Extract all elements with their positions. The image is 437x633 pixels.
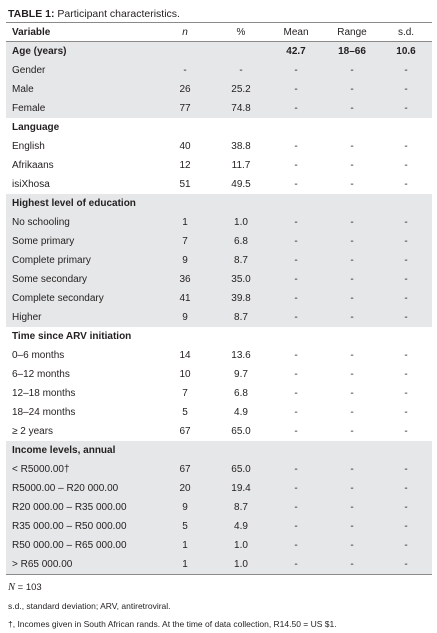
cell-n: 67 (179, 426, 191, 437)
cell-percent: 4.9 (214, 517, 268, 536)
cell-variable: Complete primary (6, 251, 156, 270)
col-header-n: n (156, 23, 214, 42)
cell-mean: - (294, 369, 298, 380)
cell-sd: - (380, 270, 432, 289)
cell-mean: - (268, 61, 324, 80)
cell-range: - (324, 289, 380, 308)
cell-range: - (350, 369, 354, 380)
cell-range: 18–66 (324, 42, 380, 62)
cell-mean: - (294, 388, 298, 399)
cell-variable: Some secondary (6, 270, 156, 289)
table-row (6, 460, 432, 479)
cell-percent (214, 42, 268, 62)
sample-size (8, 579, 337, 597)
cell-percent: 25.2 (214, 80, 268, 99)
cell-range: - (350, 160, 354, 171)
table-row (6, 517, 432, 536)
cell-range: - (324, 270, 380, 289)
abbreviations-note: s.d., standard deviation; ARV, antiretroviral. (8, 601, 171, 611)
table-row (6, 156, 432, 175)
cell-sd: - (404, 179, 408, 190)
table-notes (8, 579, 337, 633)
cell-mean: - (268, 289, 324, 308)
col-header-mean: Mean (268, 23, 324, 42)
cell-mean: - (268, 80, 324, 99)
sample-size-label: N (8, 582, 16, 593)
cell-sd: - (404, 350, 408, 361)
cell-range (324, 118, 380, 137)
cell-mean: 42.7 (268, 42, 324, 62)
cell-mean: - (268, 251, 324, 270)
cell-variable: R35 000.00 – R50 000.00 (6, 517, 156, 536)
table-row (6, 137, 432, 156)
cell-n: 67 (156, 460, 214, 479)
cell-n (156, 42, 214, 62)
cell-range (324, 441, 380, 460)
cell-sd: - (404, 388, 408, 399)
table-row (6, 80, 432, 99)
cell-variable: isiXhosa (12, 179, 50, 190)
cell-sd: - (380, 80, 432, 99)
cell-n: 7 (156, 232, 214, 251)
cell-variable: R20 000.00 – R35 000.00 (6, 498, 156, 517)
cell-n (156, 441, 214, 460)
cell-n: 77 (156, 99, 214, 118)
cell-mean (268, 194, 324, 213)
cell-sd: - (404, 369, 408, 380)
cell-sd: - (380, 536, 432, 555)
table-row (6, 536, 432, 555)
cell-n: 51 (179, 179, 191, 190)
cell-variable: No schooling (6, 213, 156, 232)
cell-percent: 38.8 (231, 141, 251, 152)
cell-percent: 11.7 (231, 160, 251, 171)
cell-range: - (324, 460, 380, 479)
table-row (6, 422, 432, 441)
cell-variable: 0–6 months (12, 350, 65, 361)
cell-range: - (324, 479, 380, 498)
cell-n (156, 327, 214, 346)
cell-n: 14 (179, 350, 191, 361)
cell-percent (214, 118, 268, 137)
cell-variable: R50 000.00 – R65 000.00 (6, 536, 156, 555)
cell-range: - (324, 213, 380, 232)
cell-mean (268, 441, 324, 460)
table-row (6, 61, 432, 80)
table-row (6, 175, 432, 194)
cell-n: 12 (179, 160, 191, 171)
col-header-range: Range (324, 23, 380, 42)
cell-percent: 1.0 (214, 555, 268, 575)
cell-variable: Higher (6, 308, 156, 327)
cell-mean: - (268, 270, 324, 289)
cell-percent: 6.8 (214, 232, 268, 251)
cell-range: - (350, 426, 354, 437)
table-caption (8, 8, 180, 20)
cell-range: - (324, 498, 380, 517)
cell-range: - (324, 517, 380, 536)
cell-percent: 8.7 (214, 308, 268, 327)
cell-mean: - (268, 460, 324, 479)
cell-n: 20 (156, 479, 214, 498)
cell-range: - (324, 536, 380, 555)
cell-sd: - (380, 479, 432, 498)
cell-variable: ≥ 2 years (12, 426, 54, 437)
cell-variable: Highest level of education (6, 194, 156, 213)
section-heading-row (6, 194, 432, 213)
table-row (6, 403, 432, 422)
cell-range: - (350, 350, 354, 361)
cell-sd: - (380, 99, 432, 118)
cell-variable: Language (12, 122, 60, 133)
cell-n: 9 (156, 308, 214, 327)
table-row (6, 99, 432, 118)
cell-percent: 4.9 (234, 407, 248, 418)
cell-sd: - (404, 426, 408, 437)
cell-percent: 1.0 (214, 213, 268, 232)
cell-mean: - (268, 479, 324, 498)
cell-sd: - (380, 555, 432, 575)
cell-n: 41 (156, 289, 214, 308)
cell-percent: - (214, 61, 268, 80)
cell-mean (268, 118, 324, 137)
cell-sd: - (404, 407, 408, 418)
cell-sd (380, 194, 432, 213)
cell-mean: - (294, 179, 298, 190)
cell-percent: 39.8 (214, 289, 268, 308)
cell-variable: 6–12 months (12, 369, 70, 380)
cell-percent: 74.8 (214, 99, 268, 118)
cell-mean (268, 327, 324, 346)
cell-variable: Gender (6, 61, 156, 80)
cell-sd: - (380, 460, 432, 479)
cell-range: - (324, 61, 380, 80)
cell-range: - (350, 141, 354, 152)
cell-sd: - (380, 517, 432, 536)
cell-variable: Time since ARV initiation (12, 331, 132, 342)
cell-percent: 65.0 (214, 460, 268, 479)
cell-sd: - (380, 498, 432, 517)
cell-variable: English (12, 141, 45, 152)
table-row (6, 346, 432, 365)
cell-mean: - (294, 350, 298, 361)
cell-percent: 13.6 (231, 350, 251, 361)
section-heading-row (6, 118, 432, 137)
caption-text: Participant characteristics. (54, 8, 180, 20)
table-row (6, 251, 432, 270)
cell-n: 26 (156, 80, 214, 99)
cell-n: 5 (156, 517, 214, 536)
cell-mean: - (268, 517, 324, 536)
table-row (6, 289, 432, 308)
cell-variable: Female (6, 99, 156, 118)
cell-mean: - (268, 99, 324, 118)
cell-variable: Some primary (6, 232, 156, 251)
cell-variable: Complete secondary (6, 289, 156, 308)
cell-range (324, 327, 380, 346)
cell-sd: - (380, 251, 432, 270)
cell-range: - (350, 179, 354, 190)
col-header-percent: % (214, 23, 268, 42)
cell-n (156, 118, 214, 137)
cell-mean: - (294, 141, 298, 152)
cell-n: 1 (156, 555, 214, 575)
cell-percent: 49.5 (231, 179, 251, 190)
cell-variable: > R65 000.00 (6, 555, 156, 575)
cell-mean: - (294, 426, 298, 437)
sample-size-value: = 103 (15, 582, 42, 593)
cell-sd: - (380, 61, 432, 80)
cell-n: 1 (156, 213, 214, 232)
cell-percent: 35.0 (214, 270, 268, 289)
cell-range: - (350, 407, 354, 418)
caption-label: TABLE 1: (8, 8, 55, 20)
table-row (6, 479, 432, 498)
cell-percent: 8.7 (214, 251, 268, 270)
cell-n: 9 (156, 251, 214, 270)
cell-percent: 1.0 (214, 536, 268, 555)
cell-variable: Male (6, 80, 156, 99)
table-row (6, 498, 432, 517)
cell-percent (214, 441, 268, 460)
cell-range: - (324, 308, 380, 327)
cell-range: - (324, 251, 380, 270)
cell-variable: Afrikaans (12, 160, 54, 171)
cell-mean: - (268, 213, 324, 232)
section-heading-row (6, 42, 432, 62)
cell-sd: 10.6 (380, 42, 432, 62)
cell-variable: 12–18 months (12, 388, 76, 399)
cell-mean: - (268, 308, 324, 327)
cell-n: 5 (182, 407, 188, 418)
cell-sd: - (380, 232, 432, 251)
cell-percent: 8.7 (214, 498, 268, 517)
table-row (6, 365, 432, 384)
table-row (6, 308, 432, 327)
cell-mean: - (268, 536, 324, 555)
cell-mean: - (294, 160, 298, 171)
cell-range (324, 194, 380, 213)
cell-percent: 65.0 (231, 426, 251, 437)
cell-sd: - (380, 289, 432, 308)
table-row (6, 270, 432, 289)
cell-percent (214, 327, 268, 346)
cell-percent: 6.8 (234, 388, 248, 399)
cell-n: 9 (156, 498, 214, 517)
col-header-variable: Variable (6, 23, 156, 42)
cell-range: - (324, 99, 380, 118)
cell-range: - (324, 80, 380, 99)
cell-range: - (324, 555, 380, 575)
cell-n: 7 (182, 388, 188, 399)
cell-percent (214, 194, 268, 213)
cell-percent: 19.4 (214, 479, 268, 498)
cell-range: - (324, 232, 380, 251)
cell-sd (380, 441, 432, 460)
cell-variable: < R5000.00† (6, 460, 156, 479)
table-row (6, 384, 432, 403)
cell-mean: - (268, 232, 324, 251)
cell-n: 10 (179, 369, 191, 380)
cell-mean: - (268, 555, 324, 575)
table-row (6, 213, 432, 232)
col-header-sd: s.d. (380, 23, 432, 42)
cell-sd: - (380, 213, 432, 232)
header-row (6, 23, 432, 42)
table-body (6, 42, 432, 575)
cell-sd (380, 118, 432, 137)
currency-footnote: †, Incomes given in South African rands. At the time of data collection, R14.50 = US $1. (8, 619, 337, 629)
cell-sd (380, 327, 432, 346)
cell-variable: Income levels, annual (6, 441, 156, 460)
cell-variable: R5000.00 – R20 000.00 (6, 479, 156, 498)
cell-sd: - (404, 160, 408, 171)
cell-n: - (156, 61, 214, 80)
section-heading-row (6, 327, 432, 346)
participant-table (6, 22, 432, 575)
cell-sd: - (380, 308, 432, 327)
cell-n: 1 (156, 536, 214, 555)
table-row (6, 555, 432, 575)
cell-n: 40 (179, 141, 191, 152)
table-row (6, 232, 432, 251)
cell-variable: 18–24 months (12, 407, 76, 418)
cell-range: - (350, 388, 354, 399)
cell-percent: 9.7 (234, 369, 248, 380)
cell-mean: - (268, 498, 324, 517)
section-heading-row (6, 441, 432, 460)
cell-sd: - (404, 141, 408, 152)
cell-variable: Age (years) (6, 42, 156, 62)
cell-mean: - (294, 407, 298, 418)
cell-n: 36 (156, 270, 214, 289)
cell-n (156, 194, 214, 213)
